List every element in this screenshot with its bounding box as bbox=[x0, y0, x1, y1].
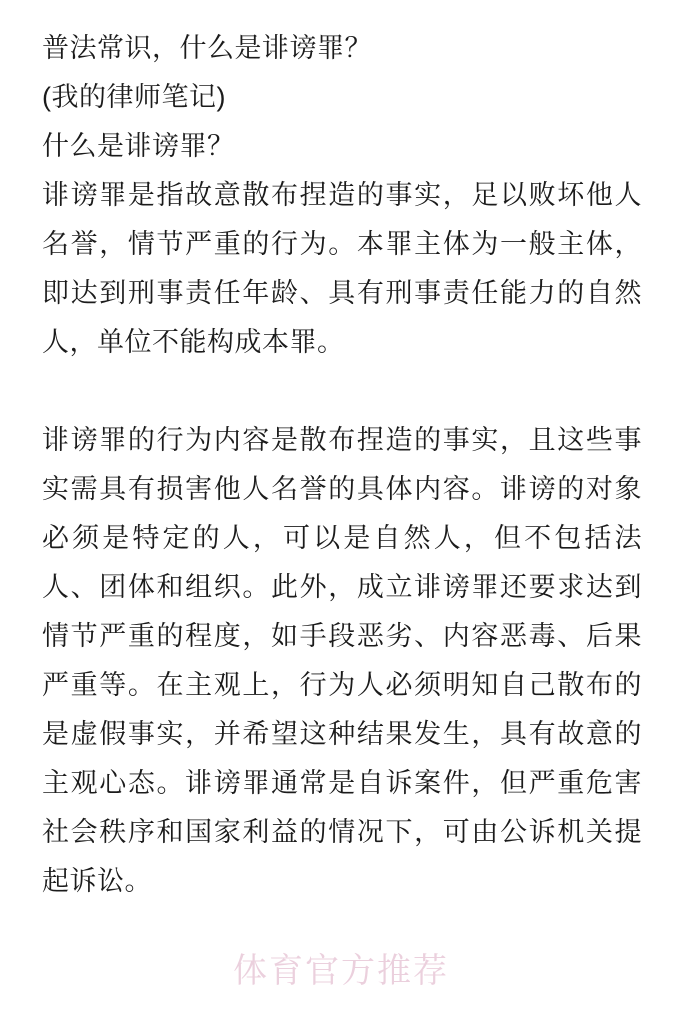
paragraph-2: 诽谤罪的行为内容是散布捏造的事实，且这些事实需具有损害他人名誉的具体内容。诽谤的对象必须是特定的人，可以是自然人，但不包括法人、团体和组织。此外，成立诽谤罪还要求达到情节严重的程度，如手段恶劣、内容恶毒、后果严重等。在主观上，行为人必须明知自己散布的是虚假事实，并希望这种结果发生，具有故意的主观心态。诽谤罪通常是自诉案件，但严重危害社会秩序和国家利益的情况下，可由公诉机关提起诉讼。 bbox=[42, 425, 642, 896]
section-heading: 什么是诽谤罪？ bbox=[42, 131, 235, 161]
document-title: 普法常识，什么是诽谤罪？ bbox=[42, 33, 372, 63]
paragraph-1: 诽谤罪是指故意散布捏造的事实，足以败坏他人名誉，情节严重的行为。本罪主体为一般主体，即达到刑事责任年龄、具有刑事责任能力的自然人，单位不能构成本罪。 bbox=[42, 180, 642, 357]
document-subtitle: (我的律师笔记) bbox=[42, 82, 226, 112]
article-body bbox=[42, 24, 642, 906]
paragraph-spacer bbox=[42, 367, 642, 416]
watermark-text: 体育官方推荐 bbox=[233, 952, 449, 990]
